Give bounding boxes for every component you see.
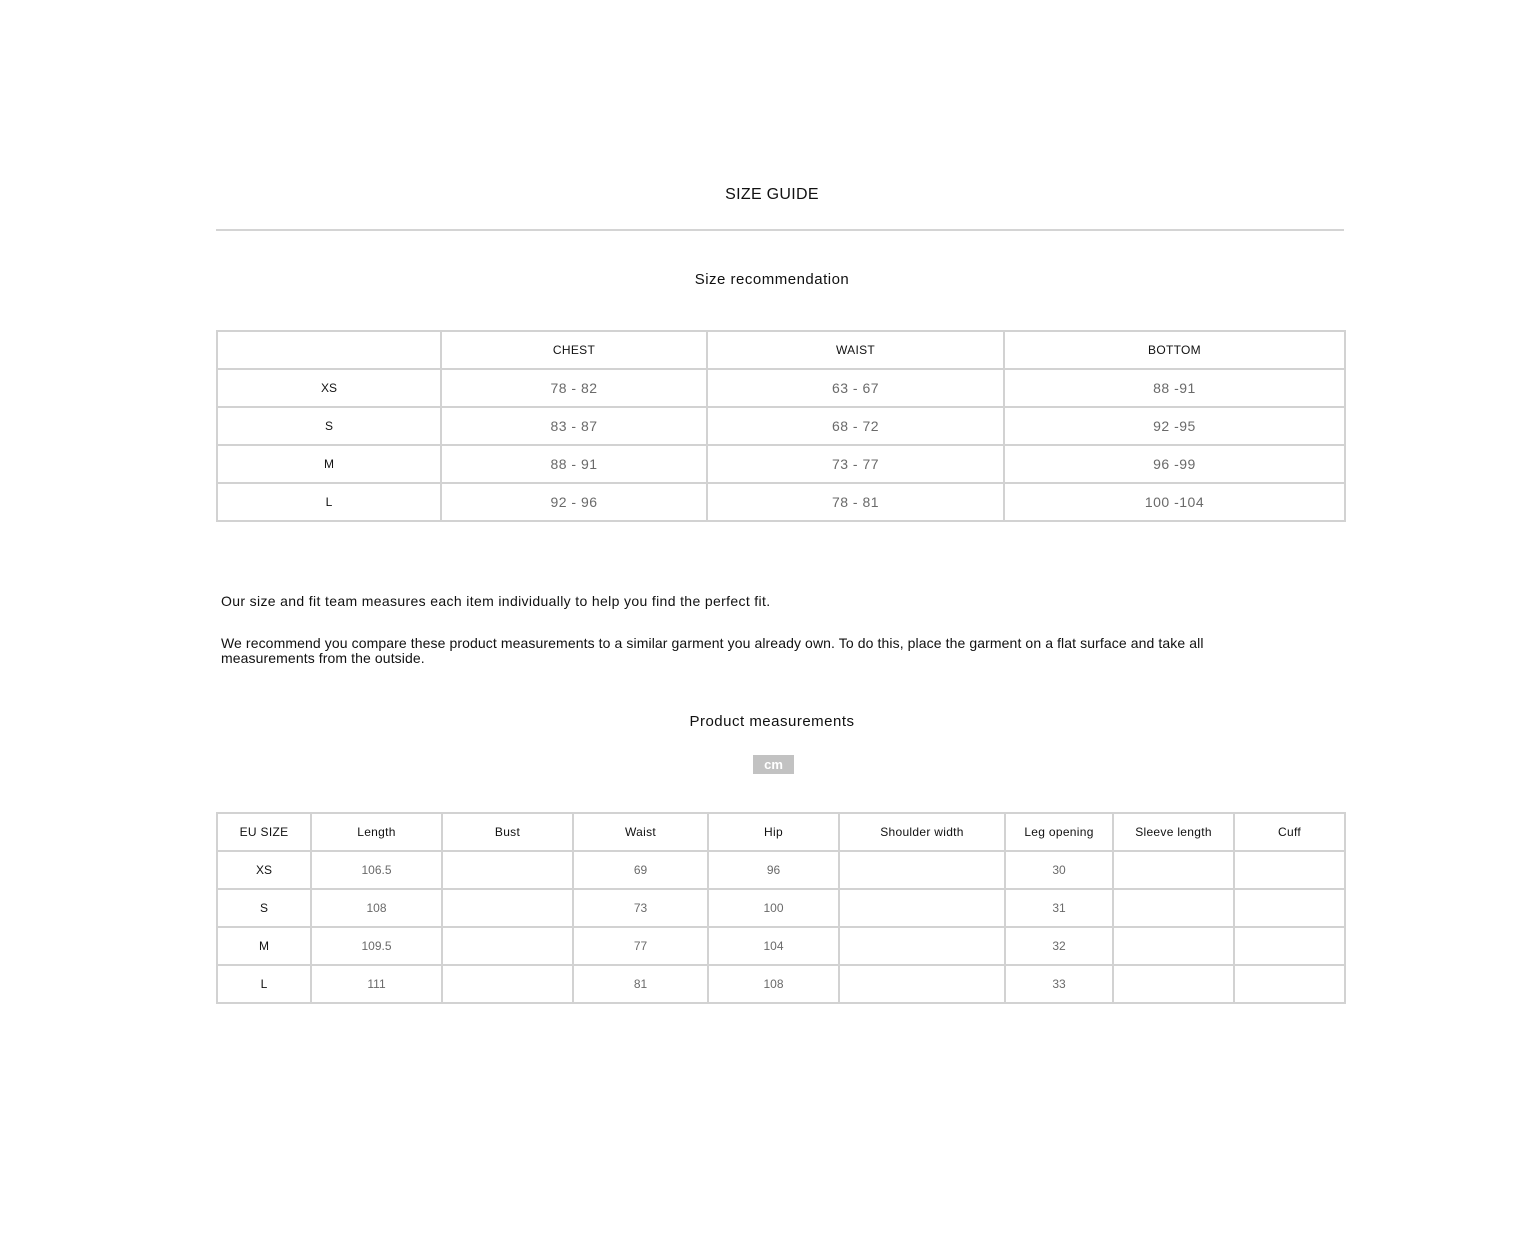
column-header-waist: WAIST: [707, 331, 1004, 369]
waist-value: 77: [573, 927, 708, 965]
table-header-row: [217, 331, 1345, 369]
sleeve-length-value: [1113, 889, 1234, 927]
hip-value: 108: [708, 965, 839, 1003]
chest-range: 83 - 87: [441, 407, 707, 445]
shoulder-width-value: [839, 889, 1005, 927]
bust-value: [442, 965, 573, 1003]
bottom-range: 96 -99: [1004, 445, 1345, 483]
waist-range: 68 - 72: [707, 407, 1004, 445]
unit-toggle-cm[interactable]: cm: [753, 755, 794, 774]
column-header-length: Length: [311, 813, 442, 851]
table-row: [217, 369, 1345, 407]
length-value: 109.5: [311, 927, 442, 965]
column-header-chest: CHEST: [441, 331, 707, 369]
fit-team-intro-text: Our size and fit team measures each item individually to help you find the perfect fit.: [221, 593, 771, 609]
eu-size-label: M: [217, 927, 311, 965]
page-title: SIZE GUIDE: [725, 186, 819, 203]
eu-size-label: XS: [217, 851, 311, 889]
column-header-bottom: BOTTOM: [1004, 331, 1345, 369]
table-row: [217, 927, 1345, 965]
product-measurements-table: [216, 812, 1346, 1004]
chest-range: 92 - 96: [441, 483, 707, 521]
table-row: [217, 851, 1345, 889]
hip-value: 100: [708, 889, 839, 927]
chest-range: 88 - 91: [441, 445, 707, 483]
bottom-range: 92 -95: [1004, 407, 1345, 445]
length-value: 111: [311, 965, 442, 1003]
waist-range: 63 - 67: [707, 369, 1004, 407]
table-row: [217, 445, 1345, 483]
product-measurements-heading: Product measurements: [689, 713, 855, 730]
column-header-cuff: Cuff: [1234, 813, 1345, 851]
column-header-eu-size: EU SIZE: [217, 813, 311, 851]
size-recommendation-table: [216, 330, 1346, 522]
hip-value: 104: [708, 927, 839, 965]
table-row: [217, 483, 1345, 521]
shoulder-width-value: [839, 851, 1005, 889]
bottom-range: 88 -91: [1004, 369, 1345, 407]
column-header-hip: Hip: [708, 813, 839, 851]
hip-value: 96: [708, 851, 839, 889]
table-row: [217, 889, 1345, 927]
chest-range: 78 - 82: [441, 369, 707, 407]
shoulder-width-value: [839, 927, 1005, 965]
cuff-value: [1234, 889, 1345, 927]
table-row: [217, 965, 1345, 1003]
length-value: 108: [311, 889, 442, 927]
column-header-shoulder-width: Shoulder width: [839, 813, 1005, 851]
column-header-waist: Waist: [573, 813, 708, 851]
eu-size-label: S: [217, 889, 311, 927]
eu-size-label: L: [217, 965, 311, 1003]
shoulder-width-value: [839, 965, 1005, 1003]
waist-value: 81: [573, 965, 708, 1003]
column-header-leg-opening: Leg opening: [1005, 813, 1113, 851]
waist-value: 69: [573, 851, 708, 889]
leg-opening-value: 32: [1005, 927, 1113, 965]
bust-value: [442, 851, 573, 889]
waist-value: 73: [573, 889, 708, 927]
column-header-sleeve-length: Sleeve length: [1113, 813, 1234, 851]
column-header-size: [217, 331, 441, 369]
length-value: 106.5: [311, 851, 442, 889]
waist-range: 73 - 77: [707, 445, 1004, 483]
bottom-range: 100 -104: [1004, 483, 1345, 521]
table-row: [217, 407, 1345, 445]
title-divider: [216, 229, 1344, 231]
size-label: XS: [217, 369, 441, 407]
size-label: L: [217, 483, 441, 521]
cuff-value: [1234, 851, 1345, 889]
leg-opening-value: 31: [1005, 889, 1113, 927]
sleeve-length-value: [1113, 927, 1234, 965]
sleeve-length-value: [1113, 965, 1234, 1003]
size-label: M: [217, 445, 441, 483]
size-recommendation-heading: Size recommendation: [694, 271, 850, 288]
sleeve-length-value: [1113, 851, 1234, 889]
leg-opening-value: 33: [1005, 965, 1113, 1003]
cuff-value: [1234, 965, 1345, 1003]
bust-value: [442, 927, 573, 965]
column-header-bust: Bust: [442, 813, 573, 851]
waist-range: 78 - 81: [707, 483, 1004, 521]
size-label: S: [217, 407, 441, 445]
bust-value: [442, 889, 573, 927]
leg-opening-value: 30: [1005, 851, 1113, 889]
measurement-advice-text: We recommend you compare these product measurements to a similar garment you already own. To do this, place the garment on a flat surface and take all measurements from the outside.: [221, 635, 1204, 666]
cuff-value: [1234, 927, 1345, 965]
table-header-row: [217, 813, 1345, 851]
